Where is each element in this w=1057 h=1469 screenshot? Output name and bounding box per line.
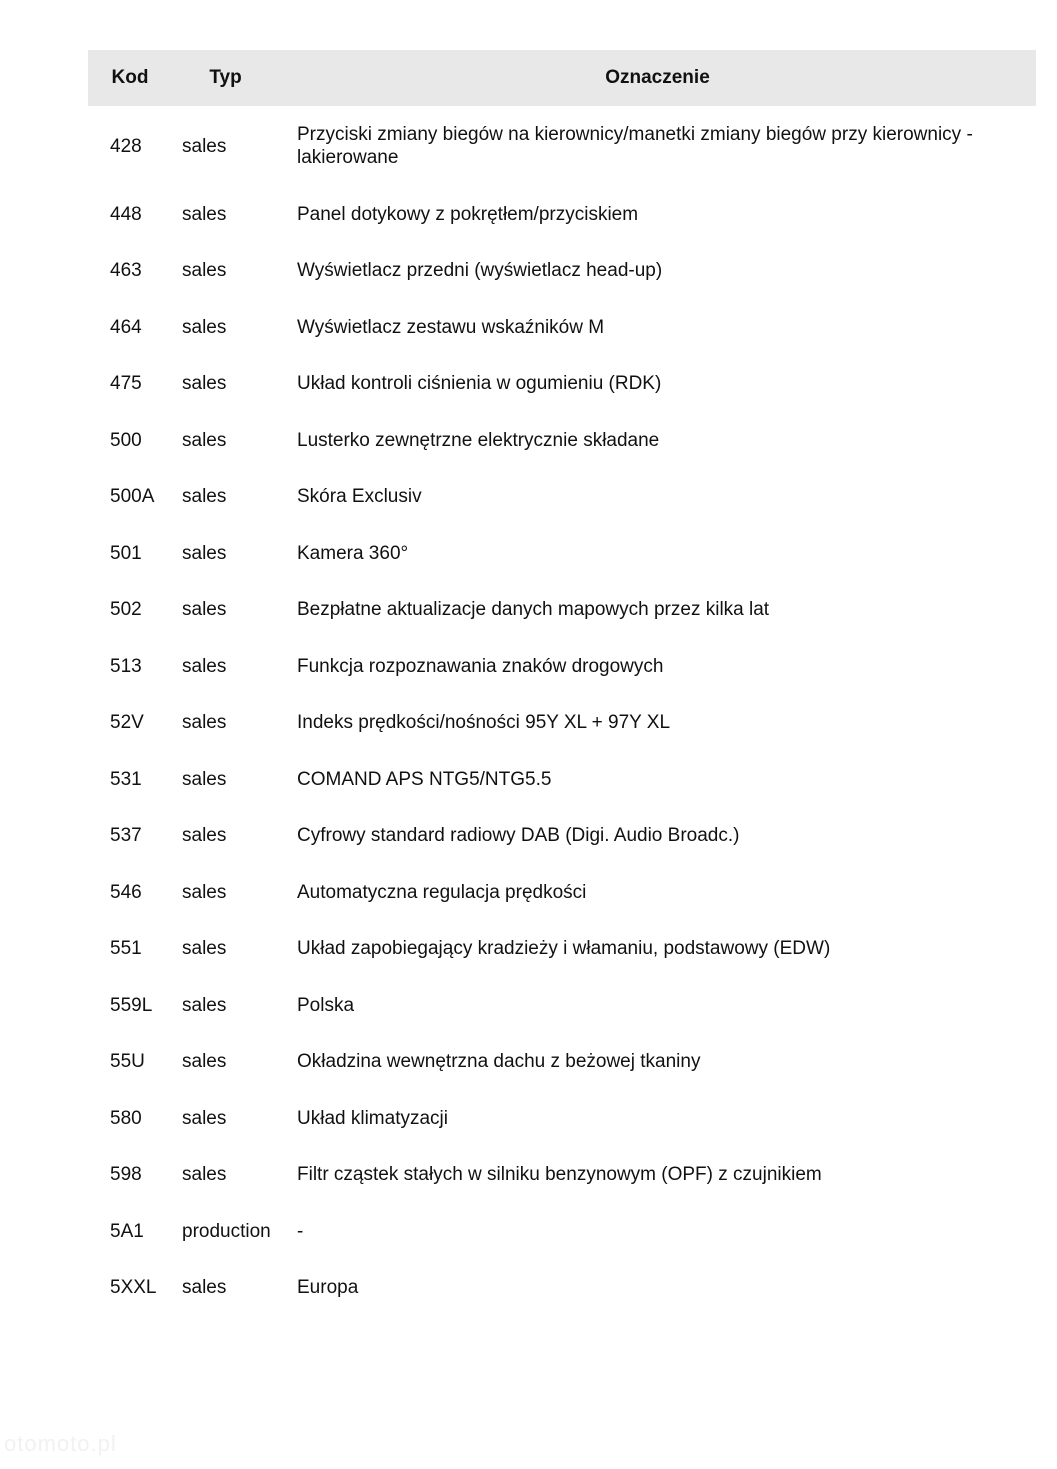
cell-oznaczenie: COMAND APS NTG5/NTG5.5 (297, 768, 552, 790)
cell-oznaczenie: Układ zapobiegający kradzieży i włamaniu, podstawowy (EDW) (297, 938, 831, 960)
table-row (88, 1203, 1036, 1260)
cell-oznaczenie: - (297, 1220, 304, 1242)
cell-oznaczenie: Funkcja rozpoznawania znaków drogowych (297, 655, 664, 677)
cell-oznaczenie: Automatyczna regulacja prędkości (297, 881, 587, 903)
cell-typ: sales (182, 1107, 227, 1129)
cell-kod: 5A1 (110, 1220, 144, 1242)
cell-kod: 502 (110, 599, 142, 621)
cell-typ: sales (182, 655, 227, 677)
table-row (88, 106, 1036, 186)
cell-oznaczenie: Przyciski zmiany biegów na kierownicy/manetki zmiany biegów przy kierownicy - lakierowane (297, 124, 973, 168)
cell-kod: 537 (110, 825, 142, 847)
cell-typ: sales (182, 938, 227, 960)
cell-oznaczenie: Wyświetlacz przedni (wyświetlacz head-up) (297, 260, 663, 282)
table-row (88, 638, 1036, 695)
table-row (88, 412, 1036, 469)
cell-kod: 463 (110, 260, 142, 282)
cell-kod: 475 (110, 373, 142, 395)
table-row (88, 695, 1036, 752)
table-row (88, 525, 1036, 582)
table-row (88, 186, 1036, 243)
header-kod: Kod (111, 67, 149, 88)
table-row (88, 1147, 1036, 1204)
table-row (88, 864, 1036, 921)
table-row (88, 751, 1036, 808)
cell-typ: sales (182, 373, 227, 395)
cell-kod: 598 (110, 1164, 142, 1186)
cell-typ: sales (182, 881, 227, 903)
cell-kod: 501 (110, 542, 142, 564)
cell-oznaczenie: Okładzina wewnętrzna dachu z beżowej tkaniny (297, 1051, 701, 1073)
cell-kod: 52V (110, 712, 144, 734)
cell-kod: 55U (110, 1051, 145, 1073)
cell-typ: sales (182, 486, 227, 508)
cell-kod: 500 (110, 429, 142, 451)
cell-typ: sales (182, 768, 227, 790)
table-header (88, 50, 1036, 106)
table-row (88, 808, 1036, 865)
header-oznaczenie: Oznaczenie (605, 67, 710, 88)
cell-typ: sales (182, 260, 227, 282)
table-row (88, 243, 1036, 300)
cell-oznaczenie: Cyfrowy standard radiowy DAB (Digi. Audio Broadc.) (297, 825, 740, 847)
cell-typ: sales (182, 712, 227, 734)
cell-oznaczenie: Bezpłatne aktualizacje danych mapowych przez kilka lat (297, 599, 770, 621)
cell-typ: production (182, 1220, 271, 1242)
cell-kod: 464 (110, 316, 142, 338)
cell-kod: 546 (110, 881, 142, 903)
equipment-table (88, 50, 1036, 1316)
cell-kod: 580 (110, 1107, 142, 1129)
table-row (88, 469, 1036, 526)
cell-typ: sales (182, 1277, 227, 1299)
table-row (88, 299, 1036, 356)
cell-kod: 551 (110, 938, 142, 960)
table-row (88, 977, 1036, 1034)
cell-typ: sales (182, 1164, 227, 1186)
cell-typ: sales (182, 1051, 227, 1073)
cell-kod: 559L (110, 994, 153, 1016)
cell-oznaczenie: Wyświetlacz zestawu wskaźników M (297, 316, 605, 338)
watermark-logo: otomoto.pl (4, 1431, 117, 1456)
cell-kod: 531 (110, 768, 142, 790)
table-row (88, 1260, 1036, 1317)
cell-oznaczenie: Polska (297, 994, 355, 1016)
cell-oznaczenie: Skóra Exclusiv (297, 486, 422, 508)
table-row (88, 356, 1036, 413)
cell-kod: 5XXL (110, 1277, 157, 1299)
cell-kod: 500A (110, 486, 155, 508)
cell-oznaczenie: Panel dotykowy z pokrętłem/przyciskiem (297, 203, 639, 225)
table-row (88, 1090, 1036, 1147)
cell-typ: sales (182, 825, 227, 847)
cell-oznaczenie: Lusterko zewnętrzne elektrycznie składane (297, 429, 660, 451)
cell-oznaczenie: Filtr cząstek stałych w silniku benzynowym (OPF) z czujnikiem (297, 1164, 822, 1186)
cell-typ: sales (182, 994, 227, 1016)
cell-oznaczenie: Europa (297, 1277, 359, 1299)
table-row (88, 921, 1036, 978)
cell-typ: sales (182, 316, 227, 338)
cell-typ: sales (182, 203, 227, 225)
table-row (88, 582, 1036, 639)
cell-typ: sales (182, 542, 227, 564)
cell-oznaczenie: Indeks prędkości/nośności 95Y XL + 97Y XL (297, 712, 671, 734)
cell-kod: 448 (110, 203, 142, 225)
cell-oznaczenie: Kamera 360° (297, 542, 409, 564)
cell-typ: sales (182, 429, 227, 451)
cell-kod: 428 (110, 135, 142, 157)
table-row (88, 1034, 1036, 1091)
cell-oznaczenie: Układ klimatyzacji (297, 1107, 448, 1129)
cell-oznaczenie: Układ kontroli ciśnienia w ogumieniu (RDK) (297, 373, 662, 395)
header-typ: Typ (209, 67, 242, 88)
cell-typ: sales (182, 599, 227, 621)
cell-kod: 513 (110, 655, 142, 677)
cell-typ: sales (182, 135, 227, 157)
